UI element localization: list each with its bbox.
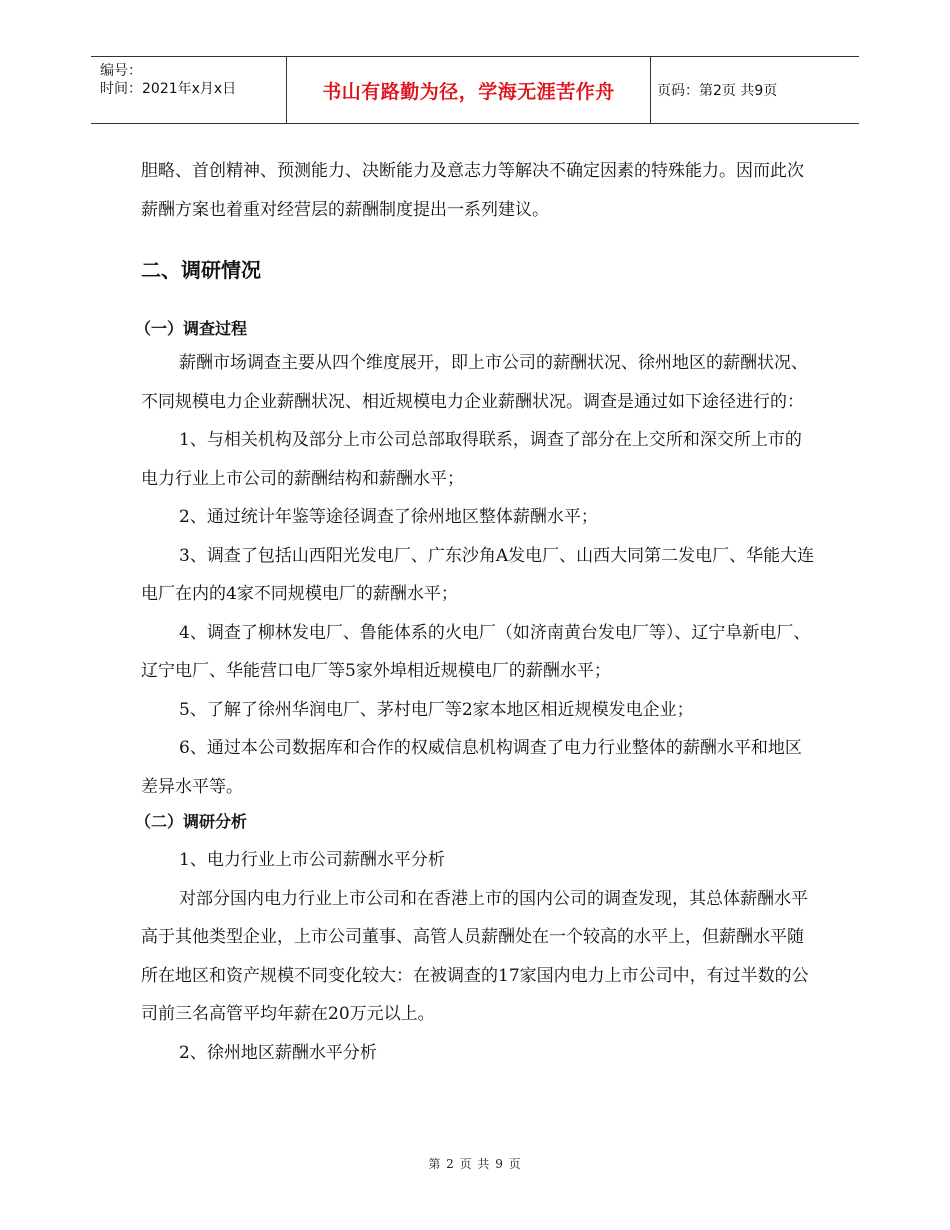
subsection-heading-analysis: （二）调研分析 bbox=[135, 812, 248, 831]
document-body bbox=[135, 152, 817, 1072]
header-page-info: 页码：第2页 共9页 bbox=[657, 83, 778, 99]
header-divider-right bbox=[650, 57, 651, 123]
list-item: 4、调查了柳林发电厂、鲁能体系的火电厂（如济南黄台发电厂等）、辽宁阜新电厂、辽宁电厂、华能营口电厂等5家外埠相近规模电厂的薪酬水平； bbox=[141, 622, 811, 681]
section-heading-survey: 二、调研情况 bbox=[141, 258, 261, 282]
intro-paragraph: 胆略、首创精神、预测能力、决断能力及意志力等解决不确定因素的特殊能力。因而此次薪酬方案也着重对经营层的薪酬制度提出一系列建议。 bbox=[141, 161, 804, 220]
header-number-label: 编号： bbox=[100, 63, 142, 79]
list-item: 5、了解了徐州华润电厂、茅村电厂等2家本地区相近规模发电企业； bbox=[179, 699, 694, 720]
analysis-heading-listed: 1、电力行业上市公司薪酬水平分析 bbox=[179, 850, 445, 870]
list-item: 2、通过统计年鉴等途径调查了徐州地区整体薪酬水平； bbox=[179, 507, 598, 527]
subsection-heading-process: （一）调查过程 bbox=[135, 319, 248, 338]
page-header bbox=[91, 56, 859, 124]
list-item: 6、通过本公司数据库和合作的权威信息机构调查了电力行业整体的薪酬水平和地区差异水平等。 bbox=[141, 738, 802, 797]
analysis-paragraph: 对部分国内电力行业上市公司和在香港上市的国内公司的调查发现，其总体薪酬水平高于其他类型企业，上市公司董事、高管人员薪酬处在一个较高的水平上，但薪酬水平随所在地区和资产规模不同变化较大：在被调查的17家国内电力上市公司中，有过半数的公司前三名高管平均年薪在20万元以上。 bbox=[141, 888, 809, 1024]
header-meta bbox=[100, 62, 285, 98]
header-date-label: 时间：2021年x月x日 bbox=[100, 81, 237, 97]
analysis-heading-xuzhou: 2、徐州地区薪酬水平分析 bbox=[179, 1042, 377, 1063]
header-motto: 书山有路勤为径，学海无涯苦作舟 bbox=[322, 80, 615, 103]
list-item: 1、与相关机构及部分上市公司总部取得联系，调查了部分在上交所和深交所上市的电力行业上市公司的薪酬结构和薪酬水平； bbox=[141, 430, 802, 489]
list-item: 3、调查了包括山西阳光发电厂、广东沙角A发电厂、山西大同第二发电厂、华能大连电厂在内的4家不同规模电厂的薪酬水平； bbox=[141, 545, 815, 604]
page-footer: 第 2 页 共 9 页 bbox=[428, 1157, 522, 1171]
survey-paragraph: 薪酬市场调查主要从四个维度展开，即上市公司的薪酬状况、徐州地区的薪酬状况、不同规模电力企业薪酬状况、相近规模电力企业薪酬状况。调查是通过如下途径进行的： bbox=[141, 353, 808, 412]
